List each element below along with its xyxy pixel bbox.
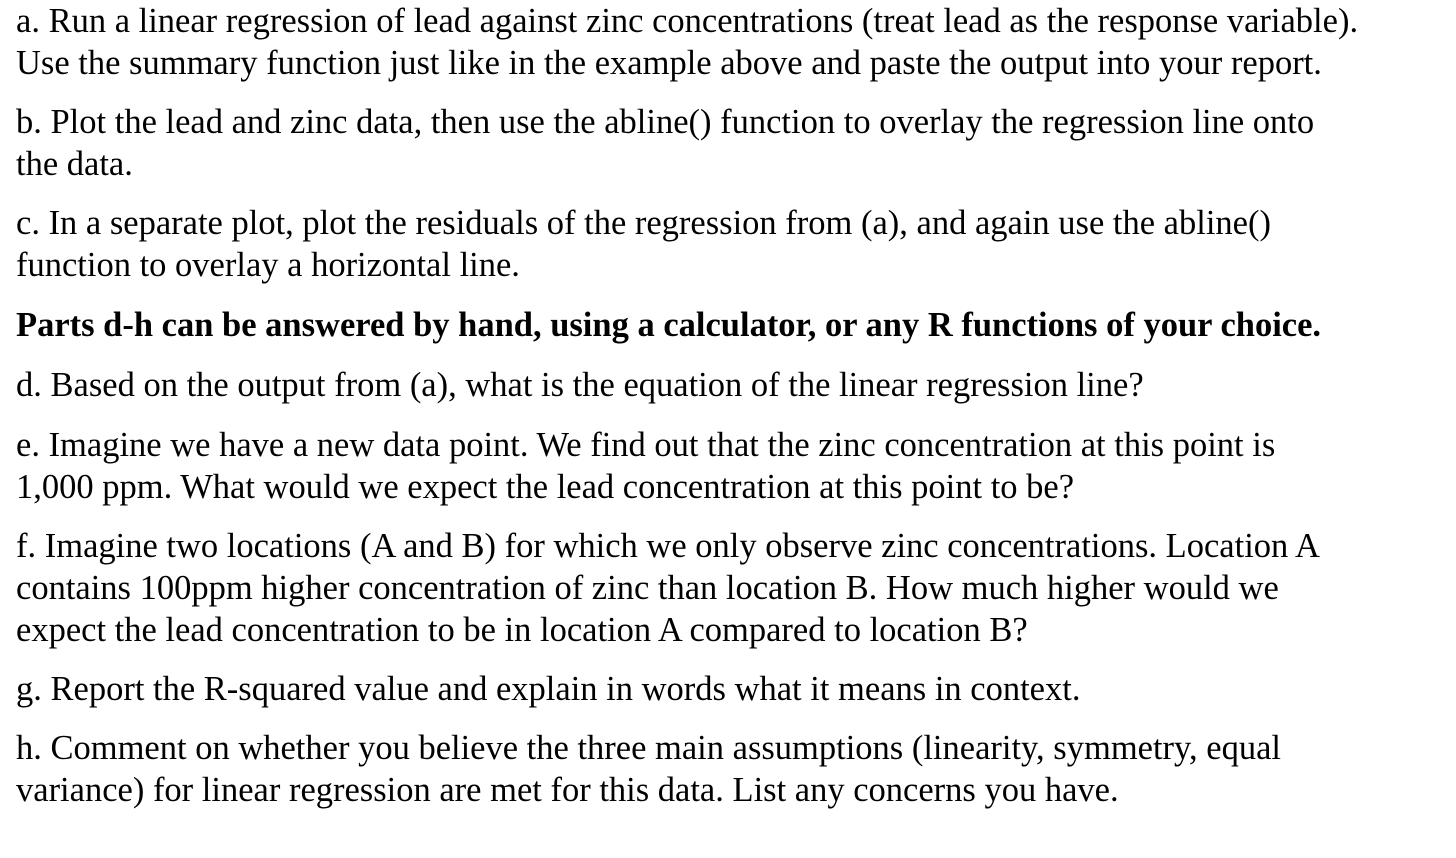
- part-h-line-1: h. Comment on whether you believe the three main assumptions (linearity, symmetry, equal: [16, 729, 1282, 767]
- part-a-line-2: Use the summary function just like in the example above and paste the output into your report.: [16, 44, 1322, 82]
- part-b-line-2: the data.: [16, 145, 133, 183]
- part-d-paragraph: [16, 364, 1144, 406]
- part-b-line-1: b. Plot the lead and zinc data, then use the abline() function to overlay the regression line onto: [16, 103, 1315, 141]
- part-c-line-1: c. In a separate plot, plot the residuals of the regression from (a), and again use the abline(): [16, 204, 1271, 242]
- part-d-line-1: d. Based on the output from (a), what is the equation of the linear regression line?: [16, 366, 1144, 404]
- part-f-line-2: contains 100ppm higher concentration of zinc than location B. How much higher would we: [16, 569, 1279, 607]
- part-g-line-1: g. Report the R-squared value and explain in words what it means in context.: [16, 670, 1081, 708]
- part-a-line-1: a. Run a linear regression of lead against zinc concentrations (treat lead as the response variable).: [16, 2, 1359, 40]
- part-c-line-2: function to overlay a horizontal line.: [16, 246, 520, 284]
- part-f-paragraph: [16, 525, 1320, 651]
- part-e-paragraph: [16, 424, 1275, 508]
- part-b-paragraph: [16, 101, 1314, 185]
- part-e-line-2: 1,000 ppm. What would we expect the lead concentration at this point to be?: [16, 468, 1075, 506]
- parts-d-h-note: [16, 304, 1321, 346]
- parts-d-h-note-line-1: Parts d-h can be answered by hand, using a calculator, or any R functions of your choice.: [16, 306, 1322, 344]
- part-a-paragraph: [16, 0, 1358, 84]
- part-h-paragraph: [16, 727, 1281, 811]
- part-g-paragraph: [16, 668, 1080, 710]
- part-f-line-1: f. Imagine two locations (A and B) for which we only observe zinc concentrations. Location A: [16, 527, 1320, 565]
- part-c-paragraph: [16, 202, 1271, 286]
- part-f-line-3: expect the lead concentration to be in location A compared to location B?: [16, 611, 1028, 649]
- part-e-line-1: e. Imagine we have a new data point. We find out that the zinc concentration at this point is: [16, 426, 1276, 464]
- part-h-line-2: variance) for linear regression are met for this data. List any concerns you have.: [16, 771, 1119, 809]
